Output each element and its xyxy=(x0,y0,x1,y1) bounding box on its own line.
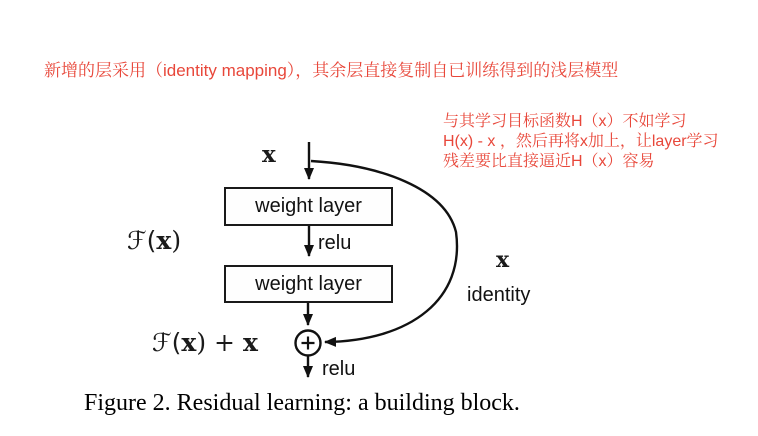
sum-x1: x xyxy=(181,328,197,357)
side-annotation xyxy=(443,112,719,172)
relu-output-label: relu xyxy=(322,358,356,380)
weight-layer-1-box xyxy=(224,187,393,226)
input-x-label: x xyxy=(262,141,276,168)
sum-script-f: ℱ( xyxy=(152,328,182,357)
side-annotation-line-1: 与其学习目标函数H（x）不如学习 xyxy=(443,113,687,130)
top-annotation: 新增的层采用（identity mapping），其余层直接复制自已训练得到的浅层模型 xyxy=(44,61,619,80)
side-annotation-line-3: 残差要比直接逼近H（x）容易 xyxy=(443,153,655,170)
plus-icon xyxy=(302,337,315,350)
weight-layer-1-label: weight layer xyxy=(255,195,362,217)
weight-layer-2-box xyxy=(224,265,393,303)
sum-node xyxy=(296,331,321,356)
weight-layer-2-label: weight layer xyxy=(255,272,362,295)
residual-close-paren: ) xyxy=(171,226,182,255)
sum-circle xyxy=(296,331,321,356)
residual-x: x xyxy=(156,226,172,255)
sum-x2: x xyxy=(242,328,258,357)
sum-plus: ) + xyxy=(196,328,243,357)
side-annotation-line-2: H(x) - x ，然后再将x加上，让layer学习 xyxy=(443,133,719,150)
identity-label: identity xyxy=(467,284,531,306)
figure-caption: Figure 2. Residual learning: a building block. xyxy=(84,390,520,416)
identity-x-label: x xyxy=(496,247,510,273)
residual-function-label xyxy=(127,228,181,253)
residual-script-f: ℱ( xyxy=(127,226,157,255)
relu-between-label: relu xyxy=(318,232,352,254)
sum-output-label xyxy=(152,330,258,355)
